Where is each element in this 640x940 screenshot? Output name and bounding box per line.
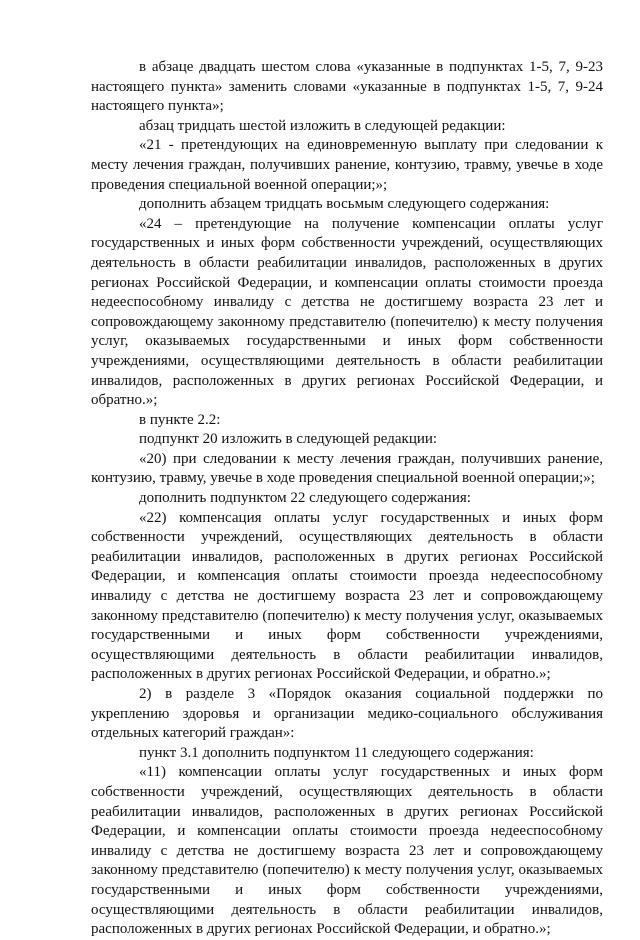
paragraph-subclause-20-text: «20) при следовании к месту лечения граждан, получивших ранение, контузию, травму, увечье в ходе проведения специальной военной операции;»; bbox=[91, 450, 603, 487]
paragraph-amend-clause-26: в абзаце двадцать шестом слова «указанные в подпунктах 1-5, 7, 9-23 настоящего пункта» заменить словами «указанные в подпунктах 1-5, 7, 9-24 настоящего пункта»; bbox=[91, 59, 603, 115]
paragraph-subclause-11-intro: пункт 3.1 дополнить подпунктом 11 следующего содержания: bbox=[139, 744, 534, 761]
paragraph-subclause-20-intro: подпункт 20 изложить в следующей редакции: bbox=[139, 431, 438, 448]
paragraph-section-2-2: в пункте 2.2: bbox=[139, 411, 221, 428]
paragraph-subclause-22-intro: дополнить подпунктом 22 следующего содержания: bbox=[139, 490, 471, 507]
document-body bbox=[91, 58, 603, 940]
paragraph-clause-38-intro: дополнить абзацем тридцать восьмым следующего содержания: bbox=[139, 196, 550, 213]
paragraph-clause-36-intro: абзац тридцать шестой изложить в следующей редакции: bbox=[139, 117, 506, 134]
paragraph-subclause-11-text: «11) компенсации оплаты услуг государственных и иных форм собственности учреждений, осуществляющих деятельность в области реабилитации инвалидов, расположенных в других регионах Российской Федерации, и компенсации оплаты стоимости проезда недееспособному инвалиду с детства не достигшему возраста 23 лет и сопровождающему законному представителю (попечителю) к месту получения услуг, оказываемых государственными и иных форм собственности учреждениями, осуществляющими деятельность в области реабилитации инвалидов, расположенных в других регионах Российской Федерации, и обратно.»; bbox=[91, 764, 603, 938]
paragraph-subclause-22-text: «22) компенсация оплаты услуг государственных и иных форм собственности учреждений, осуществляющих деятельность в области реабилитации инвалидов, расположенных в других регионах Российской Федерации, и компенсация оплаты стоимости проезда недееспособному инвалиду с детства не достигшему возраста 23 лет и сопровождающему законному представителю (попечителю) к месту получения услуг, оказываемых государственными и иных форм собственности учреждениями, осуществляющими деятельность в области реабилитации инвалидов, расположенных в других регионах Российской Федерации, и обратно.»; bbox=[91, 509, 603, 683]
paragraph-clause-38-text: «24 – претендующие на получение компенсации оплаты услуг государственных и иных форм собственности учреждений, осуществляющих деятельность в области реабилитации инвалидов, расположенных в других регионах Российской Федерации, и компенсации оплаты стоимости проезда недееспособному инвалиду с детства не достигшему возраста 23 лет и сопровождающему законному представителю (попечителю) к месту получения услуг, оказываемых государственными и иных форм собственности учреждениями, осуществляющими деятельность в области реабилитации инвалидов, расположенных в других регионах Российской Федерации, и обратно.»; bbox=[91, 215, 603, 409]
paragraph-section-3: 2) в разделе 3 «Порядок оказания социальной поддержки по укреплению здоровья и организации медико-социального обслуживания отдельных категорий граждан»: bbox=[91, 686, 603, 742]
paragraph-clause-36-text: «21 - претендующих на единовременную выплату при следовании к месту лечения граждан, получивших ранение, контузию, травму, увечье в ходе проведения специальной военной операции;»; bbox=[91, 137, 603, 193]
